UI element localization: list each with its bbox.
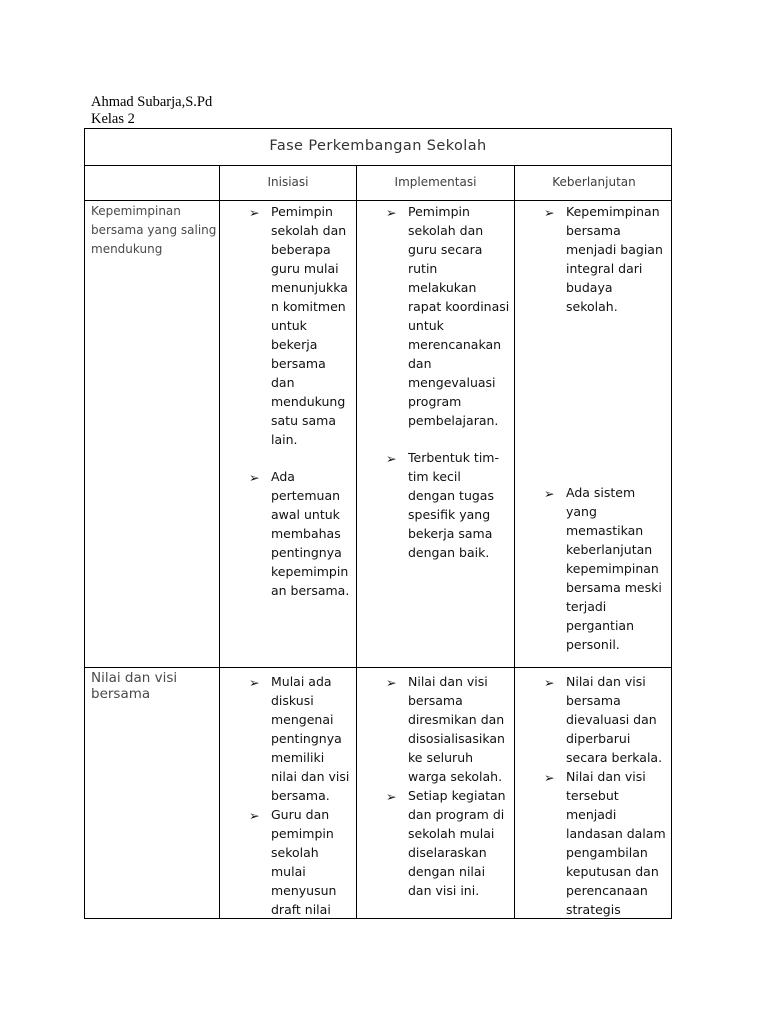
- bullet-text: Kepemimpinan bersama menjadi bagian integral dari budaya sekolah.: [566, 204, 663, 314]
- table-divider: [85, 165, 671, 166]
- arrow-bullet-icon: ➢: [249, 675, 260, 690]
- bullet-text: Setiap kegiatan dan program di sekolah mulai diselaraskan dengan nilai dan visi ini.: [408, 788, 506, 898]
- bullet-text: Ada pertemuan awal untuk membahas pentingnya kepemimpin an bersama.: [271, 469, 350, 598]
- arrow-bullet-icon: ➢: [386, 451, 397, 466]
- arrow-bullet-icon: ➢: [249, 808, 260, 823]
- bullet-text: Pemimpin sekolah dan guru secara rutin melakukan rapat koordinasi untuk merencanakan dan mengevaluasi program pembelajaran.: [408, 204, 510, 428]
- bullet-text: Ada sistem yang memastikan keberlanjutan kepemimpinan bersama meski terjadi pergantian personil.: [566, 485, 662, 652]
- arrow-bullet-icon: ➢: [544, 770, 555, 785]
- column-header-implementasi: Implementasi: [394, 175, 477, 189]
- author-name: Ahmad Subarja,S.Pd: [91, 94, 213, 110]
- bullet-text: Nilai dan visi bersama diresmikan dan disosialisasikan ke seluruh warga sekolah.: [408, 674, 505, 784]
- bullet-text: Pemimpin sekolah dan beberapa guru mulai menunjukka n komitmen untuk bekerja bersama dan mendukung satu sama lain.: [271, 204, 348, 447]
- table-divider: [85, 200, 671, 201]
- arrow-bullet-icon: ➢: [544, 675, 555, 690]
- arrow-bullet-icon: ➢: [544, 486, 555, 501]
- row-label-nilai-visi: Nilai dan visi bersama: [91, 670, 178, 702]
- bullet-text: Terbentuk tim- tim kecil dengan tugas spesifik yang bekerja sama dengan baik.: [408, 450, 499, 560]
- arrow-bullet-icon: ➢: [386, 789, 397, 804]
- table-divider: [85, 667, 671, 668]
- bullet-text: Mulai ada diskusi mengenai pentingnya memiliki nilai dan visi bersama.: [271, 674, 350, 803]
- bullet-text: Nilai dan visi bersama dievaluasi dan diperbarui secara berkala.: [566, 674, 663, 765]
- arrow-bullet-icon: ➢: [249, 470, 260, 485]
- class-label: Kelas 2: [91, 111, 135, 127]
- phase-table: [84, 128, 672, 919]
- table-divider: [514, 165, 515, 918]
- bullet-text: Nilai dan visi tersebut menjadi landasan dalam pengambilan keputusan dan perencanaan strategis: [566, 769, 666, 917]
- column-header-keberlanjutan: Keberlanjutan: [552, 175, 636, 189]
- column-header-inisiasi: Inisiasi: [267, 175, 309, 189]
- table-title: Fase Perkembangan Sekolah: [269, 138, 487, 154]
- row-label-kepemimpinan: Kepemimpinan bersama yang saling mendukung: [91, 204, 217, 256]
- table-divider: [219, 165, 220, 918]
- arrow-bullet-icon: ➢: [386, 675, 397, 690]
- arrow-bullet-icon: ➢: [249, 205, 260, 220]
- table-divider: [356, 165, 357, 918]
- arrow-bullet-icon: ➢: [544, 205, 555, 220]
- bullet-text: Guru dan pemimpin sekolah mulai menyusun draft nilai: [271, 807, 337, 917]
- arrow-bullet-icon: ➢: [386, 205, 397, 220]
